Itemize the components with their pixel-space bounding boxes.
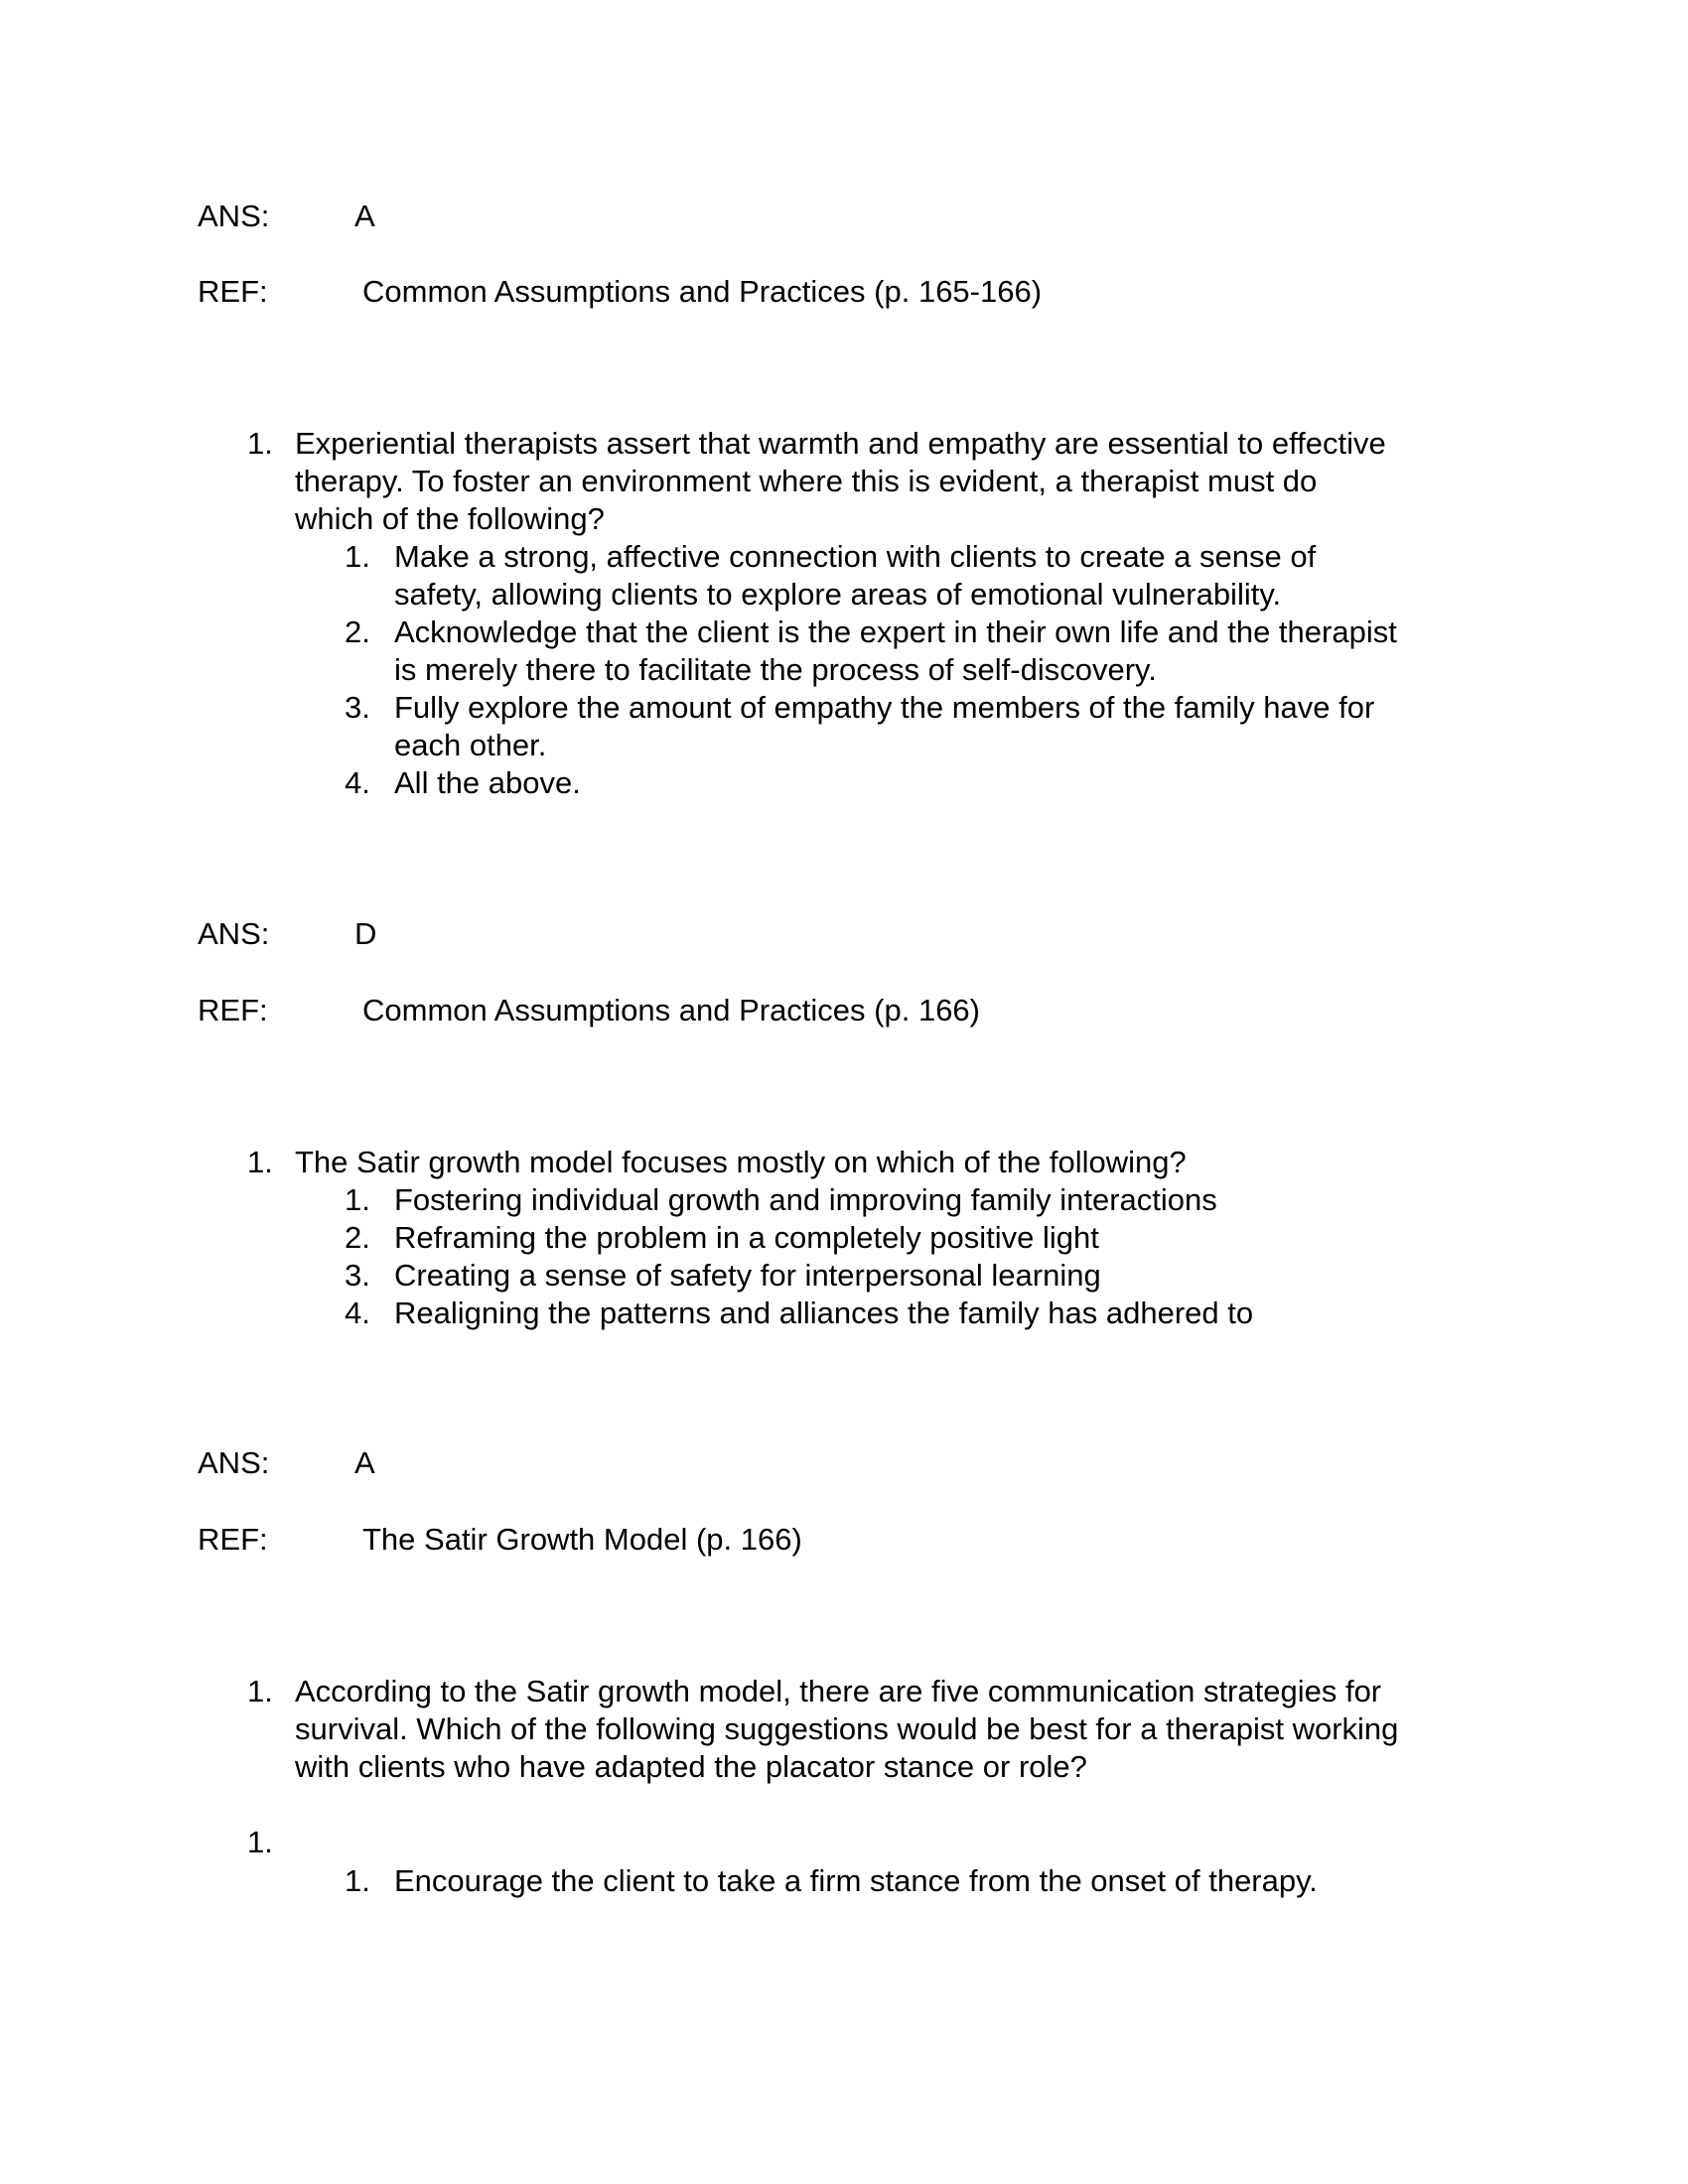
question-text-line: survival. Which of the following suggestions would be best for a therapist working <box>295 1711 1399 1746</box>
option-number: 2. <box>345 614 370 649</box>
option-text-line: is merely there to facilitate the process of self-discovery. <box>394 652 1157 687</box>
option-text-line: each other. <box>394 728 547 762</box>
ref-value: Common Assumptions and Practices (p. 166) <box>362 993 980 1027</box>
empty-list-item-number: 1. <box>247 1825 273 1859</box>
question-text-line: The Satir growth model focuses mostly on which of the following? <box>295 1145 1187 1179</box>
option-number: 1. <box>345 539 370 574</box>
option-text-line: Make a strong, affective connection with clients to create a sense of <box>394 539 1317 574</box>
option-text-line: Fully explore the amount of empathy the members of the family have for <box>394 690 1375 725</box>
option-text-line: Encourage the client to take a firm stance from the onset of therapy. <box>394 1863 1318 1898</box>
option-text-line: Reframing the problem in a completely positive light <box>394 1220 1099 1255</box>
option-text-line: safety, allowing clients to explore areas of emotional vulnerability. <box>394 577 1282 612</box>
option-number: 3. <box>345 1258 370 1293</box>
ans-value: A <box>354 1445 375 1480</box>
ref-label: REF: <box>198 993 268 1027</box>
question-number: 1. <box>247 1145 273 1179</box>
ans-label: ANS: <box>198 1445 270 1480</box>
option-number: 4. <box>345 765 370 800</box>
question-number: 1. <box>247 426 273 461</box>
question-text-line: with clients who have adapted the placator stance or role? <box>295 1749 1087 1784</box>
option-text-line: Fostering individual growth and improving family interactions <box>394 1182 1217 1217</box>
ans-label: ANS: <box>198 916 270 951</box>
option-number: 2. <box>345 1220 370 1255</box>
option-number: 4. <box>345 1296 370 1330</box>
option-text-line: Realigning the patterns and alliances the family has adhered to <box>394 1296 1254 1330</box>
option-text-line: Acknowledge that the client is the expert in their own life and the therapist <box>394 614 1397 649</box>
ref-value: Common Assumptions and Practices (p. 165-166) <box>362 274 1043 309</box>
ref-label: REF: <box>198 1522 268 1557</box>
ans-value: A <box>354 199 375 233</box>
ref-label: REF: <box>198 274 268 309</box>
ans-value: D <box>354 916 377 951</box>
question-text-line: According to the Satir growth model, there are five communication strategies for <box>295 1674 1382 1708</box>
option-text-line: All the above. <box>394 765 581 800</box>
ref-value: The Satir Growth Model (p. 166) <box>362 1522 802 1557</box>
question-text-line: therapy. To foster an environment where this is evident, a therapist must do <box>295 464 1318 498</box>
option-text-line: Creating a sense of safety for interpersonal learning <box>394 1258 1101 1293</box>
option-number: 1. <box>345 1863 370 1898</box>
option-number: 3. <box>345 690 370 725</box>
question-text-line: Experiential therapists assert that warmth and empathy are essential to effective <box>295 426 1386 461</box>
question-text-line: which of the following? <box>295 501 605 536</box>
question-number: 1. <box>247 1674 273 1708</box>
ans-label: ANS: <box>198 199 270 233</box>
option-number: 1. <box>345 1182 370 1217</box>
